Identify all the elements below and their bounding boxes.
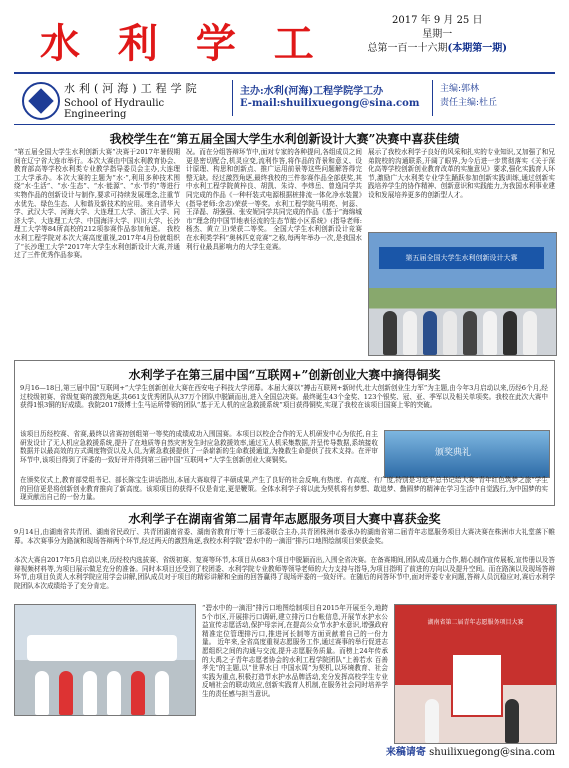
article-3-title: 水利学子在湖南省第二届青年志愿服务项目大赛中喜获金奖	[128, 512, 441, 526]
article-3-para-1: 9月14日,由湖南省共青团、湖南省民政厅、共青团湖南省委、湖南省教育厅等十三部委联合主办,共青团株洲市委承办的湖南省第二届青年志愿服务项目大赛决赛在株洲市大礼堂落下帷幕。本次赛事分为路演和现场答辩两个环节,经过两天的激烈角逐,我校水利学院“碧水中的一滴泪”排污口地图绘制项目荣获金奖。	[14, 528, 555, 545]
header-rule	[14, 124, 555, 125]
article-2-photo	[384, 430, 550, 478]
article-3-photo-1	[14, 604, 196, 716]
masthead-rule	[14, 72, 555, 74]
person	[423, 311, 437, 355]
header-divider	[432, 80, 433, 116]
person	[83, 671, 97, 715]
certificate-board	[451, 653, 503, 717]
article-1-col-1: “第五届全国大学生水利创新大赛”决赛于2017年暑假期间在辽宁省大连市举行。本次大赛由中国水利教育协会、教育部高等学校水利类专业教学指导委员会主办,大连理工大学承办。本次大赛的主题为“水·”,利用多种技术围绕“水·生活”、“水·生态”、“水·能源”、“水·节约”等进行实物作品的创新设计与制作,要求可持续发展理念,注重节水优先、绿色生态、人和谐及新技术的应用。来自清华大学、武汉大学、河海大学、大连理工大学、浙江大学、同济大学、大连理工大学、中国海洋大学、四川大学、长沙理工大学等84所高校的212项参赛作品参加角逐。 我校水利工程学院对本次大赛高度重视,2017年4月份就组织了“长沙理工大学”2017年大学生水利创新设计大赛,并通过了三件优秀作品参赛。	[14, 148, 180, 260]
issue-weekday: 星期一	[422, 29, 453, 40]
editor-in-chief: 主编:郭林	[440, 84, 480, 94]
photo-banner: 湖南省第二届青年志愿服务项目大赛	[427, 619, 524, 626]
masthead-title: 水 利 学 工	[40, 20, 326, 67]
person	[443, 311, 457, 355]
editors	[440, 82, 497, 110]
article-1-col-2: 况。而在分组答辩环节中,面对专家的各种提问,各组成员之间更是密切配合,机灵应变,流利作答,将作品的背景和意义、设计原理、构思和创新点、推广运用前景等这些问题解答得完整无缺。经过激烈角逐,最终我校的三件参赛作品全部获奖,其中水利工程学院黄梓良、胡凯、朱诗、李炜岳、曾逸同学共同完成的作品《一种杆装式电源根据桩排流一体化净水装置》(指导老师:余志)荣获一等奖。水利工程学院马明亮、何蕊、王泽磊、胡强强、张安妮同学共同完成的作品《基于“海绵城市”理念的中国节地表径流的生态节能小区系统》(指导老师:杨杰、黄立卫)荣获二等奖。 全国大学生水利创新设计竞赛在水利类学科“奥林匹克竞赛”之称,每两年举办一次,是我国水利行业最具影响力的大学生竞赛。	[186, 148, 362, 251]
person	[523, 311, 537, 355]
host-label: 主办:水利(河海)工程学院学工办	[240, 86, 384, 97]
article-3-col: “碧水中的一滴泪”排污口地图绘制项目自2015年开展至今,地跨5个市区,开展排污口调研,建立排污口台帐信息,开展节水护水公益宣传志愿活动,保护母亲河,在提高公众节水护水意识,增强政府精准定位管理排污口,推进河长制等方面贡献着自己的一份力量。 近年来,全省高度重视志愿服务工作,通过赛事的举行促进志愿组织之间的沟通与交流,提升志愿服务质量。而榜上24年传承的大禹之子青年志愿者协会的水利工程学院团队“上善若水 百善孝先”的主题,以“世界水日 中国水周”为契机,以环境教育、社会实践为重点,积极打造节水护水品牌活动,充分发挥高校学生专业反哺社会的联动效应,创新实践育人机制,在服务社会同时培养学生的责任感与担当意识。	[202, 604, 388, 698]
banner-board	[27, 635, 177, 661]
article-2-para-1: 9月16—18日,第三届中国“互联网+”大学生创新创业大赛在西安电子科技大学闭幕。本届大赛以“搏击互联网+新时代,壮大创新创业生力军”为主题,由今年3月启动以来,历经6个月,经过校级初赛、省级复赛的激烈角逐,共661支优秀团队从37万个团队中脱颖而出,进入全国总决赛。最终诞生43个金奖、123个银奖、冠、亚、季军以及相关单项奖。我校在此次大赛中获得1银3铜的好成绩。我院2017级博士生马运所带领的团队“基于无人机的应急救援系统”项目获得铜奖,实现了我校在该项目国赛上零的突破。	[20, 384, 548, 410]
footer-label: 来稿请寄	[385, 747, 426, 758]
article-2-para-2: 该项目历经校赛、省赛,最终以省赛初创组第一等奖的成绩成功入围国赛。本项目以校企合作的无人机研发中心为依托,自主研发设计了无人机应急救援系统,提升了在地质等自然灾害发生时应急救援效率,通过无人机采集数据,并呈传导数据,系统接收数据并以最高效的方式调度物资以及人员,为紧急救援提供了一条崭新的生命救援通道,为挽救生命提供了技术支持。在评审环节中,该项目得到了评委的一致好评并得到第三届中国“互联网+”大学生创新创业大赛铜奖。	[20, 430, 378, 464]
article-1-col-3: 展示了我校水利学子良好的风采和扎实的专业知识,又加强了和兄弟院校的沟通联系,开阔了眼界,为今后进一步贯彻落实《关于深化高等学校创新创业教育改革的实施意见》要求,强化实践育人环节,激励广大水利类专业学生踊跃参加创新实践训练,通过创新实践培养学生的协作精神、创新意识和实践能力,为我国水利事业建设和发展培养更多的创新型人才。	[368, 148, 555, 199]
photo-banner: 第五届全国大学生水利创新设计大赛	[379, 247, 544, 269]
school-name-cn: 水利(河海)工程学院	[64, 82, 201, 95]
person	[107, 671, 121, 715]
header-divider	[232, 80, 233, 116]
issue-date: 2017 年 9 月 25 日	[392, 15, 483, 26]
person	[383, 311, 397, 355]
person	[503, 311, 517, 355]
footer-email[interactable]: shuilixuegong@sina.com	[429, 747, 555, 758]
article-1-title: 我校学生在“第五届全国大学生水利创新设计大赛”决赛中喜获佳绩	[109, 132, 460, 146]
issue-number-current: (本期第一期)	[447, 43, 507, 54]
issue-info	[368, 14, 507, 56]
person	[483, 311, 497, 355]
article-3-para-2: 本次大赛自2017年5月启动以来,历经校内选拔赛、省级初赛、复赛等环节,本项目从683个项目中脱颖而出,入围全省决赛。在备赛期间,团队成员通力合作,精心制作宣传展板,宣传册以及答辩视频材料等,为项目展示做足充分的准备。同时本项目还受到了校团委、水利学院专业教师等领导老师的大力支持与指导,为项目指明了前进的方向以及提升空间。而在路演以及现场答辩环节,由项目负责人水利学院应用学会讲解,团队成员对于项目的精彩讲解和全面的回答赢得了现场评委的一致好评。在随后的问答环节中,面对评委专业问题,答辩人员沉稳应对,赛后水利学院团队本次成绩给予了充分肯定。	[14, 556, 555, 590]
article-2-para-3: 在颁奖仪式上,教育部党组书记、部长陈宝生讲话指出,本届大赛取得了丰硕成果,产生了良好的社会反响,有热度、有高度、有广度,特别是习近平总书记给大赛“青年红色筑梦之旅”学生的回信更是将创新创业教育推向了新高度。该项项目的获得不仅是肯定,更是鞭策。全体水利学子将以此为契机将有梦想、敢追梦、勤圆梦的精神在学习生活中自觉践行,为中国梦的实现贡献出自己的一份力量。	[20, 476, 548, 502]
article-2-title: 水利学子在第三届中国“互联网+”创新创业大赛中摘得铜奖	[128, 368, 441, 382]
person	[403, 311, 417, 355]
issue-number: 总第一百一十六期(本期第一期)	[367, 43, 507, 54]
article-1-photo	[368, 232, 557, 356]
photo-banner: 颁奖典礼	[435, 448, 472, 458]
school-logo-icon	[22, 82, 60, 120]
footer-contact	[386, 743, 555, 758]
person	[463, 311, 477, 355]
person	[505, 699, 519, 743]
email-link[interactable]: E-mail:shuilixuegong@sina.com	[240, 98, 420, 109]
person	[155, 671, 169, 715]
person	[131, 671, 145, 715]
person	[59, 671, 73, 715]
person	[425, 699, 439, 743]
article-3-photo-2	[394, 604, 557, 744]
person	[35, 671, 49, 715]
school-identity	[16, 78, 226, 120]
duty-editor: 责任主编:杜丘	[440, 98, 498, 108]
school-name-en: School of Hydraulic Engineering	[64, 98, 165, 120]
